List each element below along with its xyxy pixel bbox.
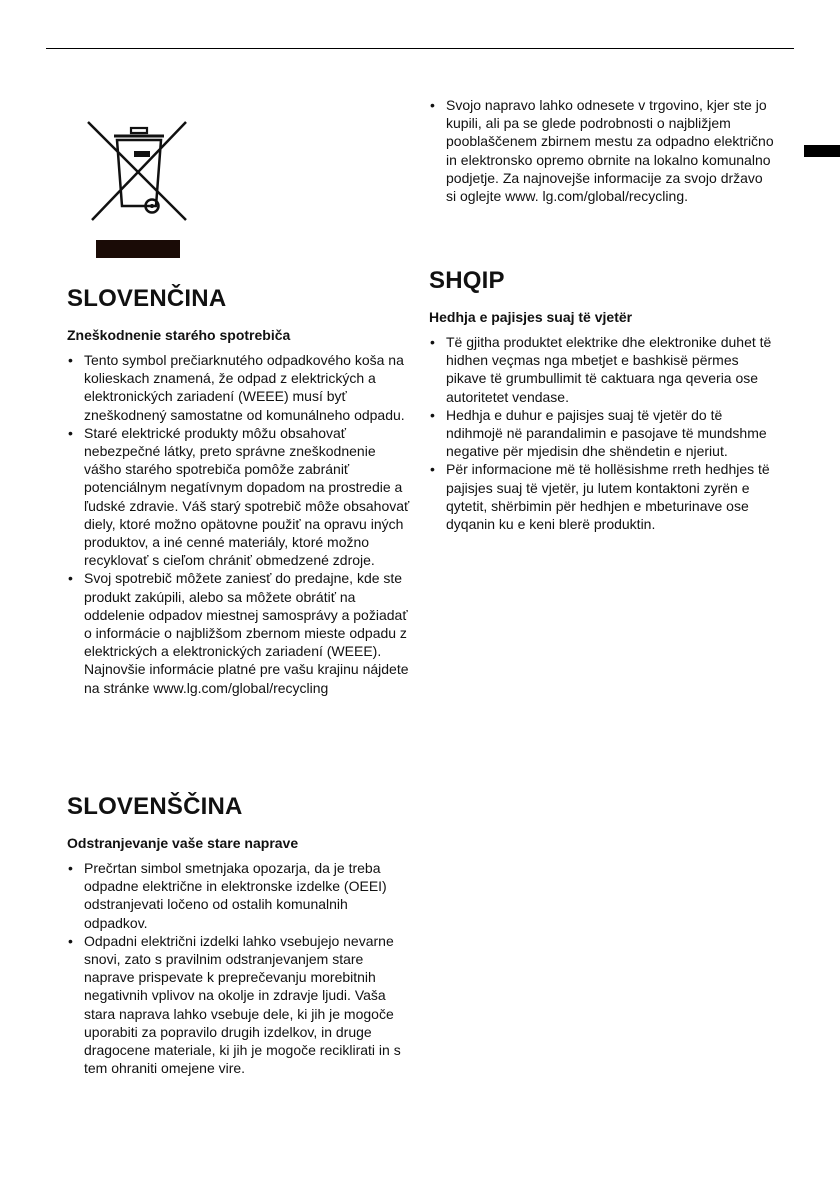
section-subheading: Zneškodnenie starého spotrebiča [67,327,291,343]
section-slovene [67,792,412,1077]
list-item: • Të gjitha produktet elektrike dhe elektronike duhet të hidhen veçmas nga mbetjet e bashkisë përmes pikave të grumbullimit të caktuara nga qeveria ose autoritetet vendase. [429,333,774,406]
section-slovak [67,284,412,697]
list-item: • Svoj spotrebič môžete zaniesť do predajne, kde ste produkt zakúpili, alebo sa môžete obrátiť na oddelenie odpadov miestnej samosprávy a požiadať o informácie o najbližšom zbernom mieste odpadu z elektrických a elektronických zariadení (WEEE). Najnovšie informácie platné pre vašu krajinu nájdete na stránke www.lg.com/global/recycling [67,569,412,696]
language-tab-marker [804,145,840,157]
bullet-list [67,351,412,697]
section-subheading: Hedhja e pajisjes suaj të vjetër [429,309,633,325]
list-item: • Svojo napravo lahko odnesete v trgovino, kjer ste jo kupili, ali pa se glede podrobnosti o najbližjem pooblaščenem zbirnem mestu za odpadno električno in elektronsko opremo obrnite na lokalno komunalno podjetje. Za najnovejše informacije za svojo državo si oglejte www. lg.com/global/recycling. [429,96,774,205]
crossed-out-wheeled-bin-icon [84,118,194,228]
weee-bar [96,240,180,258]
list-item: • Tento symbol prečiarknutého odpadkového koša na kolieskach znamená, že odpad z elektrických a elektronických zariadení (WEEE) musí byť zneškodnený samostatne od komunálneho odpadu. [67,351,412,424]
bullet-list [429,333,774,533]
bullet-list [429,96,774,205]
section-subheading: Odstranjevanje vaše stare naprave [67,835,299,851]
bullet-list [67,859,412,1077]
list-item: • Staré elektrické produkty môžu obsahovať nebezpečné látky, preto správne zneškodnenie vášho starého spotrebiča pomôže zabrániť potenciálnym negatívnym dopadom na prostredie a ľudské zdravie. Váš starý spotrebič môže obsahovať diely, ktoré možno opätovne použiť na opravu iných produktov, a iné cenné materiály, ktoré možno recyklovať s cieľom chrániť obmedzené zdroje. [67,424,412,570]
list-item: • Odpadni električni izdelki lahko vsebujejo nevarne snovi, zato s pravilnim odstranjevanjem stare naprave prispevate k preprečevanju morebitnih negativnih vplivov na okolje in zdravje ljudi. Vaša stara naprava lahko vsebuje dele, ki jih je mogoče uporabiti za popravilo drugih izdelkov, in druge dragocene materiale, ki jih je mogoče reciklirati in s tem ohraniti omejene vire. [67,932,412,1078]
section-albanian [429,266,774,533]
list-item: • Prečrtan simbol smetnjaka opozarja, da je treba odpadne električne in elektronske izdelke (OEEI) odstranjevati ločeno od ostalih komunalnih odpadkov. [67,859,412,932]
section-slovene-continued [429,96,774,205]
list-item: • Për informacione më të hollësishme rreth hedhjes të pajisjes suaj të vjetër, ju lutem kontaktoni zyrën e qytetit, shërbimin për hedhjen e mbeturinave ose dyqanin ku e keni blerë produktin. [429,460,774,533]
section-heading: SLOVENŠČINA [67,793,243,820]
section-heading: SLOVENČINA [67,285,227,312]
section-heading: SHQIP [429,267,505,294]
top-rule [46,48,794,49]
list-item: • Hedhja e duhur e pajisjes suaj të vjetër do të ndihmojë në parandalimin e pasojave të mundshme negative për mjedisin dhe shëndetin e njeriut. [429,406,774,461]
